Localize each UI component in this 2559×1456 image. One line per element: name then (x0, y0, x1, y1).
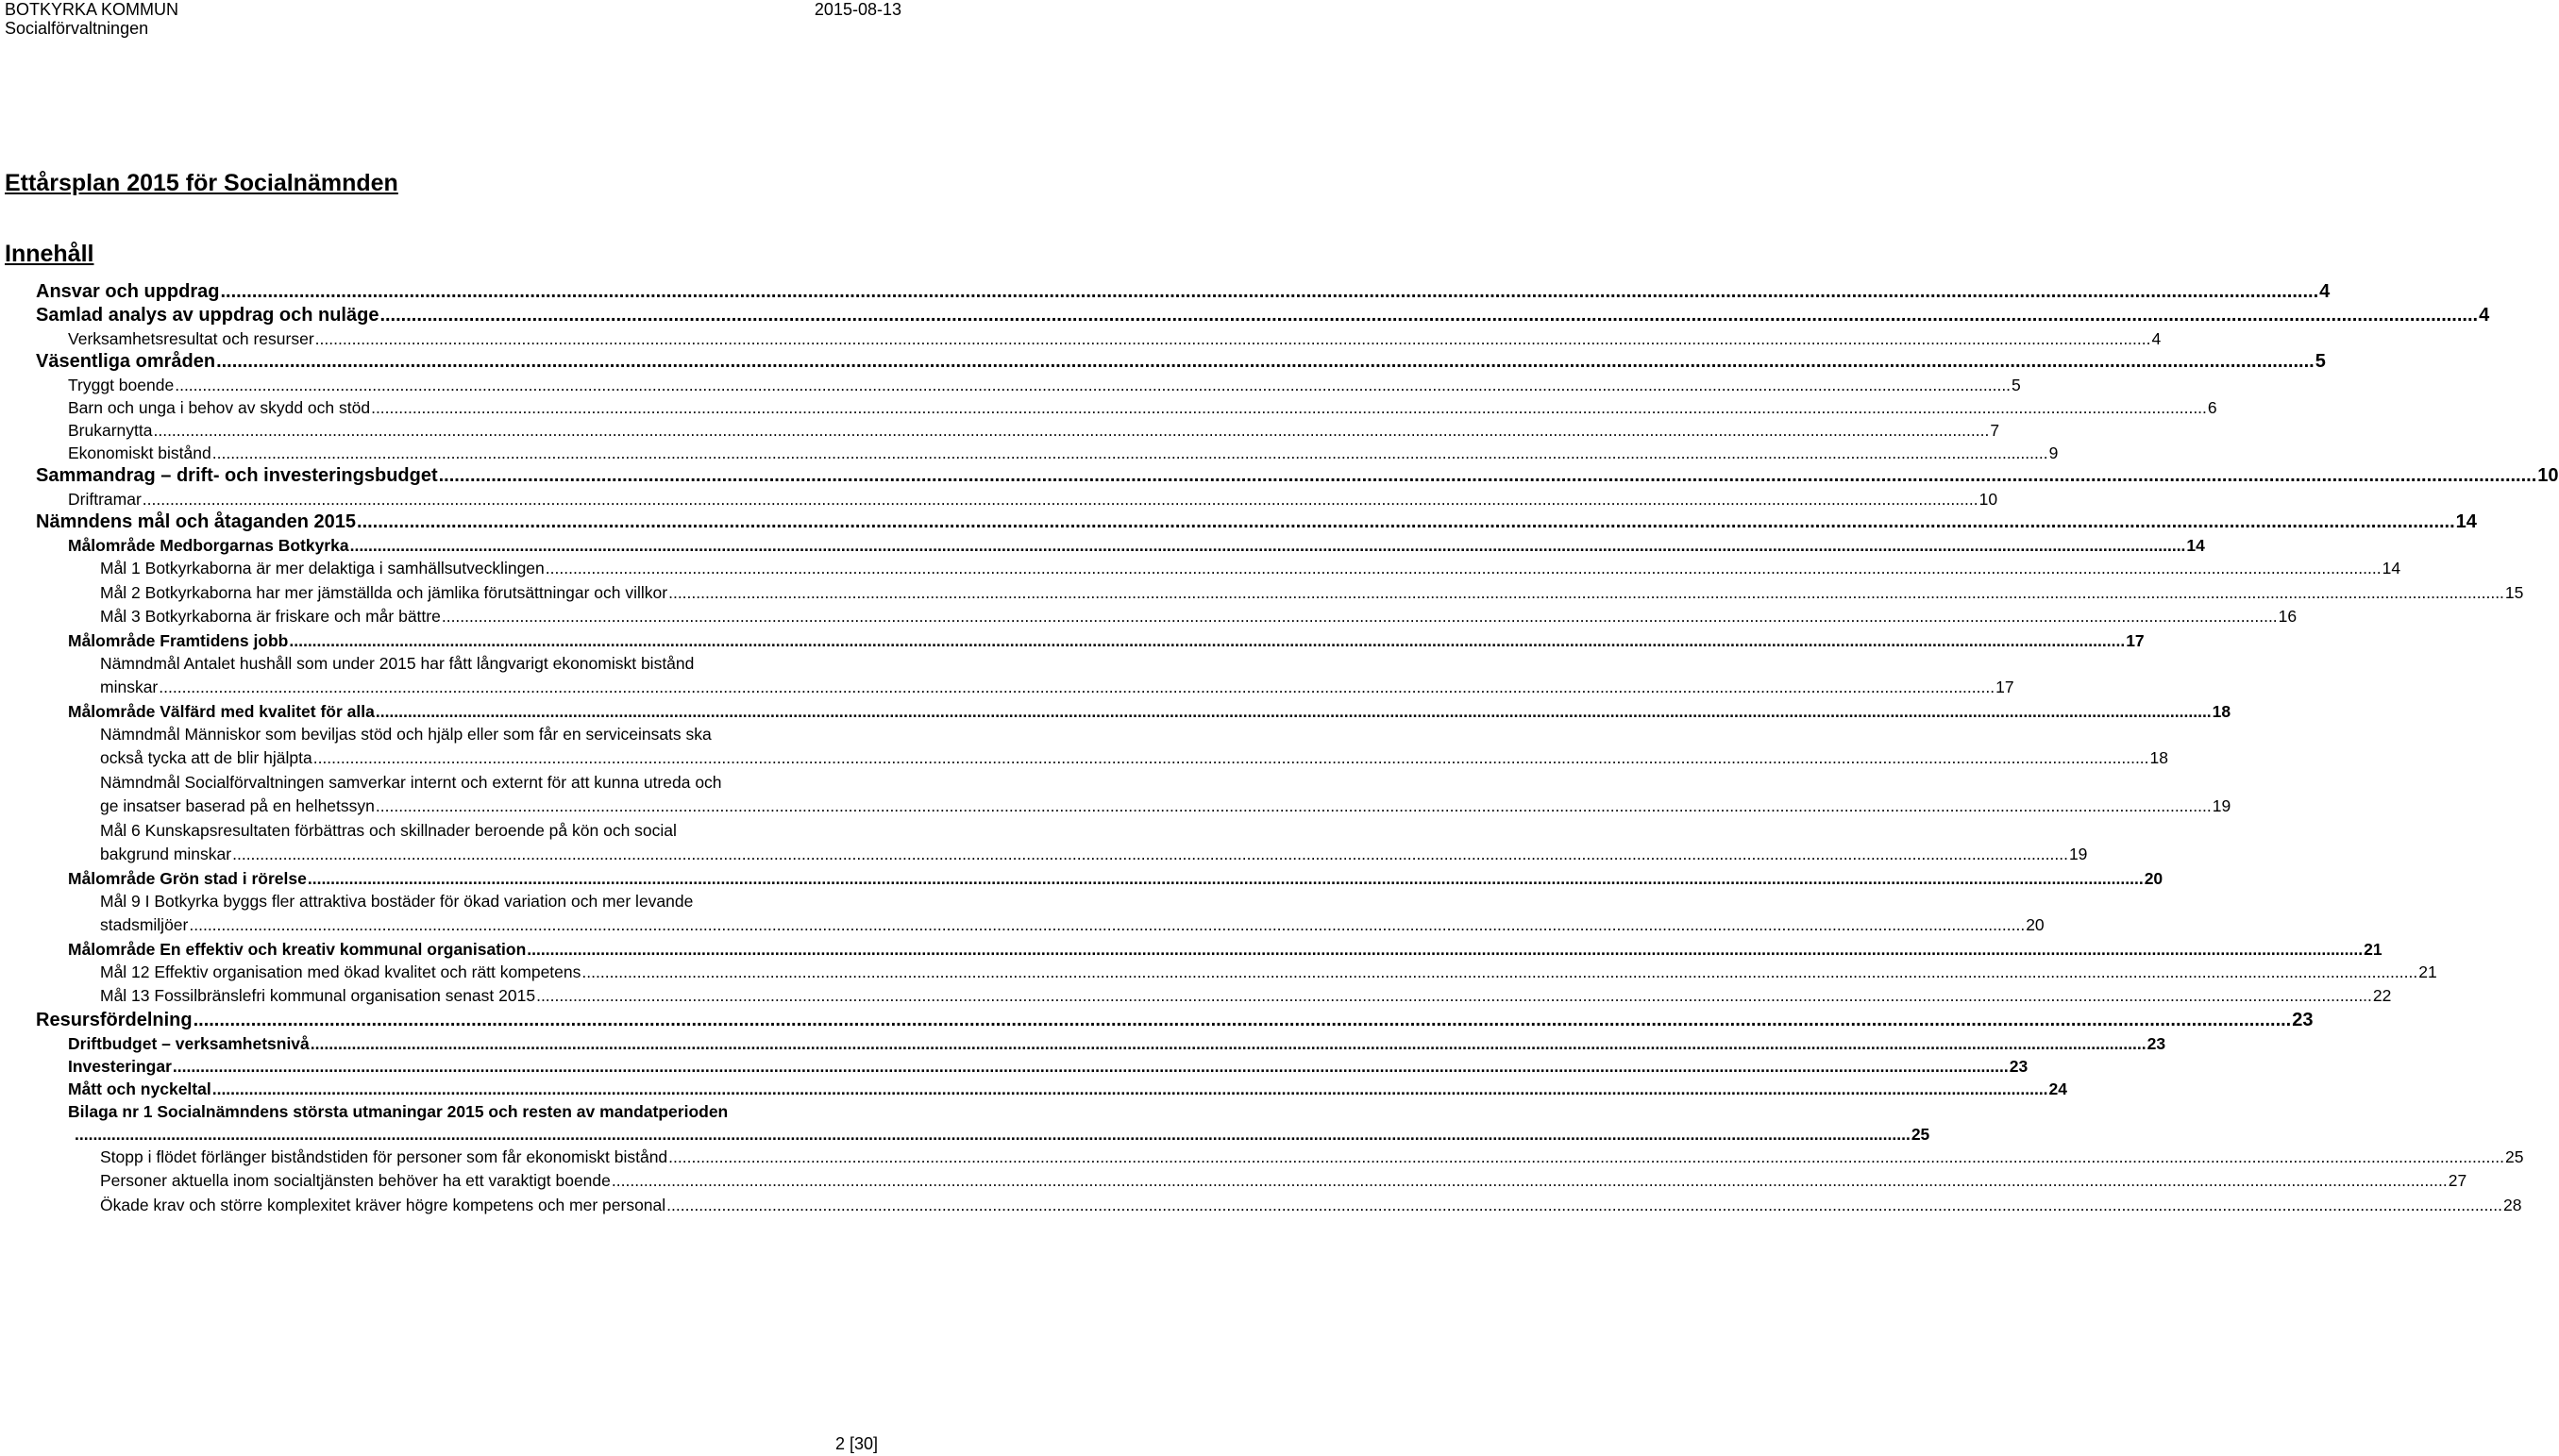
dot-leader: ................................................................................................................................................................................................................................................................................................................................................................................................................ (357, 511, 2455, 532)
toc-entry-title: minskar (100, 678, 159, 696)
toc-entry-page: 23 (2292, 1009, 2314, 1030)
toc-entry-page: 18 (2212, 701, 2231, 721)
toc-entry-page: 20 (2026, 915, 2045, 934)
toc-entry-page: 27 (2448, 1171, 2467, 1190)
toc-entry-title: Målområde Grön stad i rörelse (68, 868, 307, 888)
toc-entry-page: 22 (2372, 986, 2392, 1005)
toc-entry-title: Tryggt boende (68, 376, 175, 394)
dot-leader: ................................................................................................................................................................................................................................................................................................................................................................................................................ (536, 986, 2372, 1005)
toc-entry-page: 14 (2186, 536, 2205, 555)
dot-leader: ................................................................................................................................................................................................................................................................................................................................................................................................................ (216, 351, 2315, 372)
dot-leader: ................................................................................................................................................................................................................................................................................................................................................................................................................ (307, 868, 2144, 888)
toc-entry[interactable] (100, 605, 2298, 629)
org-name: BOTKYRKA KOMMUN (5, 0, 179, 19)
toc-entry-title: Barn och unga i behov av skydd och stöd (68, 398, 371, 417)
toc-entry-title-line: Mål 6 Kunskapsresultaten förbättras och skillnader beroende på kön och social (100, 820, 677, 840)
toc-entry[interactable] (100, 557, 2401, 581)
toc-entry-page: 4 (2319, 281, 2331, 302)
toc-entry-title: Ökade krav och större komplexitet kräver högre kompetens och mer personal (100, 1195, 666, 1214)
toc-entry[interactable] (100, 771, 2231, 819)
toc-entry-title: ge insatser baserad på en helhetssyn (100, 796, 375, 815)
dot-leader: ................................................................................................................................................................................................................................................................................................................................................................................................................ (375, 796, 2212, 815)
toc-entry[interactable] (36, 304, 2490, 327)
dot-leader: ................................................................................................................................................................................................................................................................................................................................................................................................................ (193, 1009, 2292, 1030)
toc-entry-title: Personer aktuella inom socialtjänsten behöver ha ett varaktigt boende (100, 1171, 611, 1190)
toc-entry[interactable] (68, 629, 2145, 652)
toc-entry[interactable] (68, 419, 2000, 442)
dot-leader: ................................................................................................................................................................................................................................................................................................................................................................................................................ (172, 1056, 2009, 1076)
toc-entry-title: Driftbudget – verksamhetsnivå (68, 1033, 310, 1053)
dot-leader: ................................................................................................................................................................................................................................................................................................................................................................................................................ (371, 398, 2207, 417)
toc-entry[interactable] (68, 374, 2021, 396)
toc-entry[interactable] (68, 442, 2059, 464)
dot-leader: ................................................................................................................................................................................................................................................................................................................................................................................................................ (75, 1124, 1911, 1144)
toc-entry[interactable] (68, 1078, 2068, 1100)
toc-entry[interactable] (100, 984, 2392, 1009)
toc-entry-title: Målområde Framtidens jobb (68, 630, 289, 650)
toc-entry-page: 19 (2068, 845, 2088, 863)
dot-leader: ................................................................................................................................................................................................................................................................................................................................................................................................................ (349, 536, 2186, 555)
toc-entry-title: Mål 12 Effektiv organisation med ökad kvalitet och rätt kompetens (100, 962, 581, 981)
toc-entry-title-line: Nämndmål Antalet hushåll som under 2015 har fått långvarigt ekonomiskt bistånd (100, 653, 695, 673)
toc-entry[interactable] (100, 1146, 2524, 1170)
toc-entry[interactable] (68, 867, 2163, 890)
toc-entry-title: Stopp i flödet förlänger biståndstiden för personer som får ekonomiskt bistånd (100, 1146, 668, 1166)
toc-entry-title: Mått och nyckeltal (68, 1079, 211, 1098)
dot-leader: ................................................................................................................................................................................................................................................................................................................................................................................................................ (375, 701, 2212, 721)
toc-entry-title: Ekonomiskt bistånd (68, 443, 211, 462)
toc-entry-page: 5 (2012, 376, 2021, 394)
toc-entry-page: 23 (2147, 1033, 2166, 1053)
toc-entry[interactable] (68, 700, 2231, 723)
toc-entry-title: Driftramar (68, 490, 142, 509)
toc-entry[interactable] (68, 488, 1998, 510)
toc-entry-page: 7 (1990, 421, 2000, 440)
toc-entry-title: Mål 13 Fossilbränslefri kommunal organisation senast 2015 (100, 986, 536, 1005)
dot-leader: ................................................................................................................................................................................................................................................................................................................................................................................................................ (211, 1079, 2048, 1098)
dot-leader: ................................................................................................................................................................................................................................................................................................................................................................................................................ (232, 845, 2068, 863)
dot-leader: ................................................................................................................................................................................................................................................................................................................................................................................................................ (668, 1146, 2504, 1166)
dot-leader: ................................................................................................................................................................................................................................................................................................................................................................................................................ (211, 443, 2048, 462)
toc-entry-title-line: Nämndmål Människor som beviljas stöd och hjälp eller som får en serviceinsats ska (100, 724, 712, 744)
header-date: 2015-08-13 (814, 0, 901, 19)
page-header-left (5, 0, 178, 38)
toc-entry-title: stadsmiljöer (100, 915, 189, 934)
toc-entry-title: Ansvar och uppdrag (36, 281, 220, 302)
toc-entry-page: 4 (2479, 305, 2490, 326)
dot-leader: ................................................................................................................................................................................................................................................................................................................................................................................................................ (545, 559, 2382, 577)
toc-entry-page: 25 (2505, 1146, 2524, 1166)
toc-entry[interactable] (36, 350, 2326, 374)
toc-entry-page: 19 (2212, 796, 2231, 815)
toc-entry[interactable] (68, 1100, 1930, 1146)
toc-entry-title: Målområde En effektiv och kreativ kommunal organisation (68, 939, 527, 959)
toc-entry-page: 28 (2503, 1195, 2522, 1214)
dot-leader: ................................................................................................................................................................................................................................................................................................................................................................................................................ (220, 281, 2319, 302)
toc-entry-title: Mål 2 Botkyrkaborna har mer jämställda och jämlika förutsättningar och villkor (100, 582, 668, 602)
toc-entry[interactable] (68, 396, 2217, 419)
toc-entry-title: Brukarnytta (68, 421, 153, 440)
toc-entry[interactable] (100, 961, 2437, 985)
toc-entry[interactable] (68, 1055, 2029, 1078)
toc-entry-title: Samlad analys av uppdrag och nuläge (36, 305, 379, 326)
toc-entry-title: bakgrund minskar (100, 845, 232, 863)
department-name: Socialförvaltningen (5, 19, 149, 38)
toc-entry-page: 15 (2504, 582, 2524, 602)
toc-entry[interactable] (100, 581, 2524, 606)
dot-leader: ................................................................................................................................................................................................................................................................................................................................................................................................................ (312, 748, 2149, 767)
dot-leader: ................................................................................................................................................................................................................................................................................................................................................................................................................ (668, 582, 2504, 602)
toc-entry-page: 9 (2048, 443, 2059, 462)
toc-entry-page: 23 (2009, 1056, 2029, 1076)
toc-entry[interactable] (100, 819, 2088, 867)
dot-leader: ................................................................................................................................................................................................................................................................................................................................................................................................................ (666, 1195, 2502, 1214)
toc-entry-page: 17 (1995, 678, 2014, 696)
toc-entry-title: Verksamhetsresultat och resurser (68, 329, 314, 348)
toc-entry[interactable] (36, 464, 2559, 488)
dot-leader: ................................................................................................................................................................................................................................................................................................................................................................................................................ (153, 421, 1990, 440)
toc-entry-page: 10 (1978, 490, 1998, 509)
toc-entry-title: Mål 3 Botkyrkaborna är friskare och mår bättre (100, 607, 441, 626)
toc-entry-page: 16 (2278, 607, 2298, 626)
toc-entry-page: 4 (2151, 329, 2162, 348)
toc-entry-page: 5 (2315, 351, 2326, 372)
dot-leader: ................................................................................................................................................................................................................................................................................................................................................................................................................ (527, 939, 2364, 959)
dot-leader: ................................................................................................................................................................................................................................................................................................................................................................................................................ (159, 678, 1995, 696)
dot-leader: ................................................................................................................................................................................................................................................................................................................................................................................................................ (611, 1171, 2448, 1190)
toc-entry-page: 18 (2149, 748, 2168, 767)
toc-entry-title: Investeringar (68, 1056, 172, 1076)
dot-leader: ................................................................................................................................................................................................................................................................................................................................................................................................................ (314, 329, 2151, 348)
toc-entry-page: 21 (2418, 962, 2437, 981)
toc-entry-title-line: Bilaga nr 1 Socialnämndens största utmaningar 2015 och resten av mandatperioden (68, 1101, 729, 1121)
dot-leader: ................................................................................................................................................................................................................................................................................................................................................................................................................ (289, 630, 2126, 650)
toc-entry-page: 6 (2207, 398, 2217, 417)
toc-entry[interactable] (68, 534, 2205, 557)
toc-entry[interactable] (68, 1032, 2166, 1055)
toc-entry-page: 25 (1911, 1124, 1930, 1144)
toc-heading: Innehåll (5, 241, 94, 267)
dot-leader: ................................................................................................................................................................................................................................................................................................................................................................................................................ (310, 1033, 2147, 1053)
toc-entry-title: Målområde Medborgarnas Botkyrka (68, 536, 349, 555)
dot-leader: ................................................................................................................................................................................................................................................................................................................................................................................................................ (189, 915, 2026, 934)
page-number: 2 [30] (834, 1434, 878, 1453)
toc-entry-page: 17 (2126, 630, 2145, 650)
table-of-contents (0, 280, 2559, 1217)
toc-entry[interactable] (68, 327, 2162, 350)
dot-leader: ................................................................................................................................................................................................................................................................................................................................................................................................................ (581, 962, 2418, 981)
toc-entry[interactable] (100, 890, 2045, 938)
toc-entry-title-line: Mål 9 I Botkyrka byggs fler attraktiva bostäder för ökad variation och mer levande (100, 891, 694, 911)
toc-entry-page: 24 (2048, 1079, 2068, 1098)
document-title: Ettårsplan 2015 för Socialnämnden (5, 170, 398, 196)
toc-entry-page: 14 (2382, 559, 2401, 577)
toc-entry[interactable] (100, 1169, 2467, 1194)
toc-entry[interactable] (36, 510, 2477, 534)
toc-entry[interactable] (100, 1194, 2522, 1218)
dot-leader: ................................................................................................................................................................................................................................................................................................................................................................................................................ (441, 607, 2278, 626)
dot-leader: ................................................................................................................................................................................................................................................................................................................................................................................................................ (175, 376, 2012, 394)
toc-entry-title: Målområde Välfärd med kvalitet för alla (68, 701, 375, 721)
toc-entry-title: Sammandrag – drift- och investeringsbudget (36, 465, 438, 486)
toc-entry-page: 21 (2364, 939, 2382, 959)
toc-entry-title-line: Nämndmål Socialförvaltningen samverkar internt och externt för att kunna utreda och (100, 772, 722, 792)
toc-entry-title: Resursfördelning (36, 1009, 193, 1030)
toc-entry[interactable] (36, 280, 2331, 304)
dot-leader: ................................................................................................................................................................................................................................................................................................................................................................................................................ (142, 490, 1978, 509)
toc-entry-page: 14 (2455, 511, 2477, 532)
toc-entry[interactable] (100, 723, 2168, 771)
toc-entry[interactable] (36, 1009, 2314, 1032)
toc-entry-title: Väsentliga områden (36, 351, 216, 372)
dot-leader: ................................................................................................................................................................................................................................................................................................................................................................................................................ (438, 465, 2537, 486)
toc-entry-page: 10 (2537, 465, 2559, 486)
toc-entry-title: Nämndens mål och åtaganden 2015 (36, 511, 357, 532)
toc-entry-title: också tycka att de blir hjälpta (100, 748, 312, 767)
toc-entry-title: Mål 1 Botkyrkaborna är mer delaktiga i samhällsutvecklingen (100, 559, 545, 577)
dot-leader: ................................................................................................................................................................................................................................................................................................................................................................................................................ (379, 305, 2479, 326)
toc-entry-page: 20 (2144, 868, 2163, 888)
toc-entry[interactable] (100, 652, 2014, 700)
toc-entry[interactable] (68, 938, 2382, 961)
